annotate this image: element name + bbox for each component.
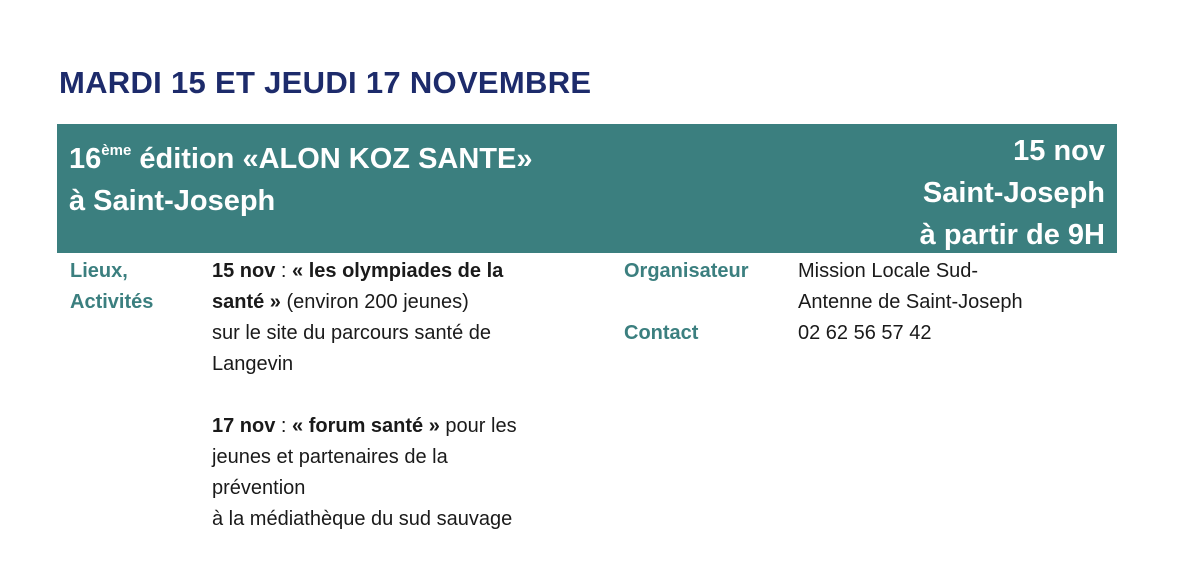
activity-detail: pour les [439,415,517,437]
activities-list [212,256,517,535]
event-title [69,130,532,222]
activity-name-cont: santé » [212,291,281,313]
organizer-label: Organisateur [624,260,749,282]
event-when-where [920,130,1105,256]
activity-description-cont: prévention [212,477,306,499]
event-date: 15 nov [1013,135,1105,167]
event-title-line-1 [69,130,532,180]
organizer-line-2: Antenne de Saint-Joseph [798,291,1023,313]
event-name: édition «ALON KOZ SANTE» [131,143,533,175]
organizer-line-1: Mission Locale Sud- [798,260,979,282]
contact-phone: 02 62 56 57 42 [798,322,932,344]
date-heading: MARDI 15 ET JEUDI 17 NOVEMBRE [59,65,592,100]
edition-number: 16 [69,143,102,175]
activity-detail: (environ 200 jeunes) [280,291,469,313]
activity-description: jeunes et partenaires de la [212,446,448,468]
event-title-line-2: à Saint-Joseph [69,185,276,217]
event-time: à partir de 9H [919,219,1105,251]
activity-name: « les olympiades de la [292,260,504,282]
organizer-value [798,256,1023,318]
event-banner [57,124,1117,253]
activity-name: « forum santé » [292,415,440,437]
edition-suffix: ème [101,142,132,159]
label-activites: Activités [70,291,154,313]
activity-item [212,411,517,535]
contact-label: Contact [624,322,699,344]
locations-activities-label [70,256,153,318]
label-lieux: Lieux, [70,260,128,282]
activity-location: sur le site du parcours santé de [212,322,492,344]
event-place: Saint-Joseph [922,177,1105,209]
activity-separator: : [275,415,293,437]
activity-separator: : [275,260,293,282]
activity-location: à la médiathèque du sud sauvage [212,508,513,530]
activity-date: 17 nov [212,415,276,437]
activity-location-cont: Langevin [212,353,294,375]
activity-date: 15 nov [212,260,276,282]
activity-item [212,256,517,380]
